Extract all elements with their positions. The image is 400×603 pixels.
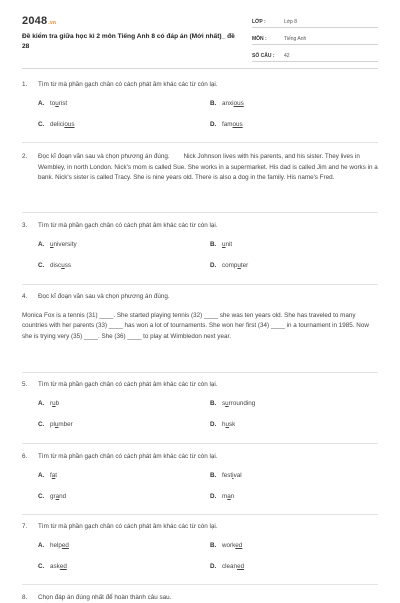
- option-d[interactable]: [210, 420, 382, 429]
- option-word: anxious: [222, 100, 244, 107]
- option-d[interactable]: [210, 261, 382, 270]
- reading-passage: Monica Fox is a tennis (31) ____. She started playing tennis (32) ____ she was ten years old. She has traveled to many countries with her parents (33) ____ has won a lot of tournaments. She won her first (34) ____ in a tournament in 1985. Now she is trying very (35) ____. She (36) ____ to play at Wimbledon next year.: [22, 312, 369, 340]
- question-number: 6.: [22, 453, 28, 460]
- option-letter: C.: [38, 563, 45, 570]
- option-letter: A.: [38, 472, 45, 479]
- meta-row-count: [252, 48, 378, 62]
- option-b[interactable]: [210, 240, 382, 249]
- underlined-part: ed: [237, 563, 245, 570]
- option-word: tourist: [50, 100, 68, 107]
- option-c[interactable]: [38, 261, 210, 270]
- question-4: [22, 292, 378, 342]
- site-logo[interactable]: [22, 15, 56, 27]
- option-word: discuss: [50, 262, 72, 269]
- option-word: grand: [50, 493, 67, 500]
- meta-value: 42: [284, 53, 290, 59]
- question-number: 1.: [22, 81, 28, 88]
- underlined-part: a: [55, 493, 60, 500]
- option-letter: D.: [210, 262, 217, 269]
- underlined-part: ed: [61, 542, 69, 549]
- option-letter: A.: [38, 241, 45, 248]
- option-letter: B.: [210, 542, 217, 549]
- option-letter: B.: [210, 400, 217, 407]
- option-word: rub: [50, 400, 60, 407]
- option-letter: D.: [210, 121, 217, 128]
- question-number: 8.: [22, 594, 28, 601]
- option-word: unit: [222, 241, 233, 248]
- question-prompt: Đọc kĩ đoạn văn sau và chọn phương án đúng.: [38, 293, 170, 300]
- question-divider: [22, 443, 378, 444]
- option-letter: C.: [38, 493, 45, 500]
- question-5: [22, 380, 378, 429]
- option-word: famous: [222, 121, 243, 128]
- option-word: worked: [222, 542, 243, 549]
- answer-options: [38, 541, 378, 571]
- question-number: 2.: [22, 153, 28, 160]
- question-prompt: Tìm từ mà phần gạch chân có cách phát âm khác các từ còn lại.: [38, 81, 218, 88]
- option-word: festival: [222, 472, 242, 479]
- option-letter: D.: [210, 421, 217, 428]
- question-number: 3.: [22, 222, 28, 229]
- underlined-part: a: [227, 493, 231, 500]
- option-word: cleaned: [222, 563, 245, 570]
- underlined-part: i: [232, 472, 234, 479]
- underlined-part: u: [61, 262, 65, 269]
- question-prompt: Tìm từ mà phần gạch chân có cách phát âm khác các từ còn lại.: [38, 381, 218, 388]
- meta-key: LỚP :: [252, 19, 266, 25]
- option-b[interactable]: [210, 99, 382, 108]
- option-letter: A.: [38, 400, 45, 407]
- option-word: delicious: [50, 121, 75, 128]
- answer-options: [38, 471, 378, 501]
- logo-text: 2048: [22, 15, 48, 27]
- option-letter: A.: [38, 542, 45, 549]
- option-letter: B.: [210, 100, 217, 107]
- document-title: Đề kiểm tra giữa học kì 2 môn Tiếng Anh 8 có đáp án (Mới nhất)_ đề 28: [22, 33, 235, 50]
- meta-key: SỐ CÂU :: [252, 53, 275, 59]
- underlined-part: u: [54, 421, 59, 428]
- question-2: [22, 152, 378, 184]
- option-word: surrounding: [222, 400, 256, 407]
- option-a[interactable]: [38, 471, 210, 480]
- underlined-part: ed: [235, 542, 243, 549]
- answer-options: [38, 99, 378, 129]
- question-1: [22, 80, 378, 129]
- underlined-part: u: [50, 241, 54, 248]
- option-word: helped: [50, 542, 69, 549]
- question-divider: [22, 142, 378, 143]
- option-word: asked: [50, 563, 67, 570]
- option-letter: B.: [210, 472, 217, 479]
- option-word: computer: [222, 262, 249, 269]
- underlined-part: ous: [232, 121, 243, 128]
- meta-value: Lớp 8: [284, 19, 298, 25]
- option-word: man: [222, 493, 235, 500]
- option-word: husk: [222, 421, 236, 428]
- underlined-part: u: [222, 241, 226, 248]
- option-letter: C.: [38, 421, 45, 428]
- question-number: 5.: [22, 381, 28, 388]
- question-prompt: Tìm từ mà phần gạch chân có cách phát âm khác các từ còn lại.: [38, 222, 218, 229]
- logo-domain: .vn: [48, 20, 57, 26]
- header-divider: [22, 68, 378, 69]
- question-6: [22, 452, 378, 501]
- option-letter: C.: [38, 121, 45, 128]
- option-b[interactable]: [210, 399, 382, 408]
- option-c[interactable]: [38, 420, 210, 429]
- option-a[interactable]: [38, 240, 210, 249]
- option-d[interactable]: [210, 562, 382, 571]
- meta-row-subject: [252, 31, 378, 45]
- option-word: fat: [50, 472, 58, 479]
- meta-row-class: [252, 14, 378, 28]
- meta-key: MÔN :: [252, 36, 267, 42]
- question-8: [22, 593, 378, 603]
- option-letter: B.: [210, 241, 217, 248]
- underlined-part: u: [55, 100, 59, 107]
- option-letter: D.: [210, 563, 217, 570]
- option-c[interactable]: [38, 120, 210, 129]
- option-d[interactable]: [210, 120, 382, 129]
- question-number: 4.: [22, 293, 28, 300]
- question-prompt: Tìm từ mà phần gạch chân có cách phát âm khác các từ còn lại.: [38, 453, 218, 460]
- underlined-part: u: [52, 400, 56, 407]
- option-b[interactable]: [210, 541, 382, 550]
- option-letter: D.: [210, 493, 217, 500]
- question-prompt: Tìm từ mà phần gạch chân có cách phát âm khác các từ còn lại.: [38, 523, 218, 530]
- option-letter: C.: [38, 262, 45, 269]
- option-a[interactable]: [38, 541, 210, 550]
- question-7: [22, 522, 378, 571]
- question-prompt: Đọc kĩ đoạn văn sau và chọn phương án đúng. Nick Johnson lives with his parents, and his sister. They lives in Wembley, in north London. Nick's mom is called Sue. She works in a supermarket. His dad is called Jim and he works in a bank. Nick's sister is called Tracy. She is nine years old. There is also a dog in the family. His name's Fred.: [38, 153, 380, 182]
- underlined-part: u: [225, 421, 230, 428]
- meta-value: Tiếng Anh: [284, 36, 307, 42]
- answer-options: [38, 399, 378, 429]
- option-a[interactable]: [38, 399, 210, 408]
- option-word: university: [50, 241, 77, 248]
- question-divider: [22, 212, 378, 213]
- option-word: plumber: [50, 421, 73, 428]
- question-divider: [22, 372, 378, 373]
- question-number: 7.: [22, 523, 28, 530]
- question-3: [22, 221, 378, 270]
- document-meta: [252, 14, 378, 65]
- option-a[interactable]: [38, 99, 210, 108]
- option-letter: A.: [38, 100, 45, 107]
- question-divider: [22, 584, 378, 585]
- underlined-part: ous: [233, 100, 244, 107]
- option-c[interactable]: [38, 492, 210, 501]
- underlined-part: u: [225, 400, 229, 407]
- option-d[interactable]: [210, 492, 382, 501]
- option-c[interactable]: [38, 562, 210, 571]
- option-b[interactable]: [210, 471, 382, 480]
- underlined-part: a: [51, 472, 56, 479]
- underlined-part: ous: [64, 121, 75, 128]
- underlined-part: u: [237, 262, 241, 269]
- underlined-part: ed: [59, 563, 67, 570]
- question-prompt: Chọn đáp án đúng nhất để hoàn thành câu sau.: [38, 594, 172, 601]
- question-divider: [22, 514, 378, 515]
- question-divider: [22, 284, 378, 285]
- answer-options: [38, 240, 378, 270]
